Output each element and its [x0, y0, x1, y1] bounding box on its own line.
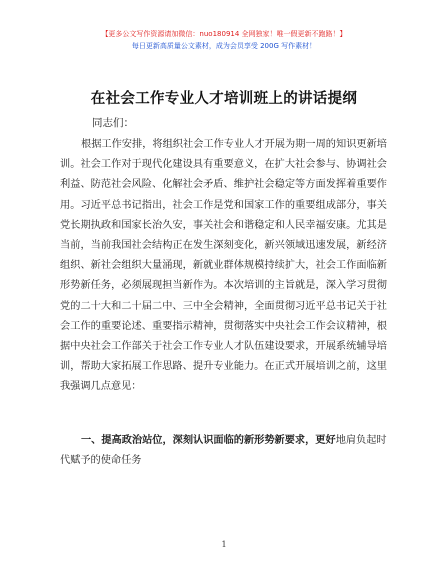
page-number: 1 [221, 540, 227, 549]
greeting: 同志们： [92, 117, 134, 129]
section-heading-1-bold: 一、提高政治站位，深刻认识面临的新形势新要求，更好 [81, 435, 336, 446]
body-paragraph: 根据工作安排，将组织社会工作专业人才开展为期一周的知识更新培训。社会工作对于现代化建设具有重要意义，在扩大社会参与、协调社会利益、防范社会风险、化解社会矛盾、维护社会稳定等方面发挥着重要作用。习近平总书记指出，社会工作是党和国家工作的重要组成部分，事关党长期执政和国家长治久安，事关社会和谐稳定和人民幸福安康。尤其是当前，当前我国社会结构正在发生深刻变化，新兴领域迅速发展，新经济组织、新社会组织大量涌现，新就业群体规模持续扩大，社会工作面临新形势新任务，必须展现担当新作为。本次培训的主旨就是，深入学习贯彻党的二十大和二十届二中、三中全会精神，全面贯彻习近平总书记关于社会工作的重要论述、重要指示精神，贯彻落实中央社会工作会议精神，根据中央社会工作部关于社会工作专业人才队伍建设要求，开展系统辅导培训，帮助大家拓展工作思路、提升专业能力。在正式开展培训之前，这里我强调几点意见： [60, 139, 387, 393]
document-title: 在社会工作专业人才培训班上的讲话提纲 [90, 90, 358, 107]
section-heading-1-rest: 地肩负起时代赋予的使命任务 [60, 435, 387, 467]
promo-banner [0, 28, 448, 52]
promo-banner-line1: 【更多公文写作资源请加微信：nuo180914 全网独家！唯一假更新不跑路！】 [101, 30, 347, 38]
promo-banner-line2: 每日更新高质量公文素材，成为会员享受 200G 写作素材！ [131, 42, 317, 50]
section-heading-1 [60, 431, 390, 471]
